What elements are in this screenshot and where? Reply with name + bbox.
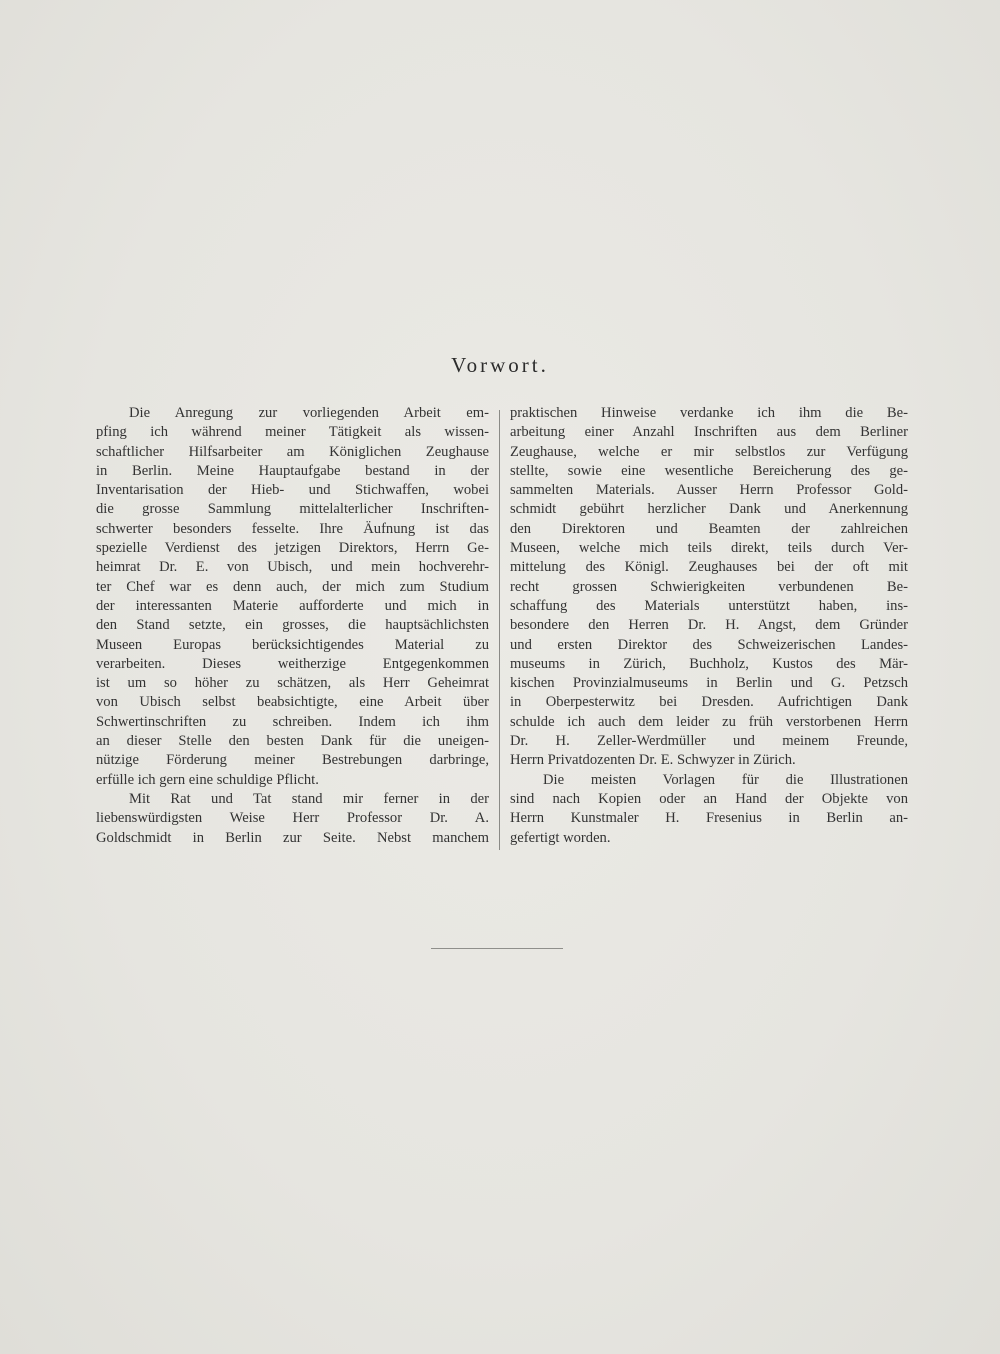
right-text-column — [510, 404, 908, 848]
text-line: Museen Europas berücksichtigendes Material zu — [96, 636, 489, 653]
text-line: schulde ich auch dem leider zu früh verstorbenen Herrn — [510, 713, 908, 730]
text-line: den Stand setzte, ein grosses, die hauptsächlichsten — [96, 617, 489, 634]
text-line: stellte, sowie eine wesentliche Bereicherung des ge- — [510, 462, 908, 479]
text-line: schaftlicher Hilfsarbeiter am Königlichen Zeughause — [96, 443, 489, 460]
text-line: Herrn Kunstmaler H. Fresenius in Berlin an- — [510, 810, 908, 827]
text-line: und ersten Direktor des Schweizerischen Landes- — [510, 636, 908, 653]
text-line: gefertigt worden. — [510, 829, 611, 846]
text-line: Museen, welche mich teils direkt, teils durch Ver- — [510, 540, 908, 557]
text-line: besondere den Herren Dr. H. Angst, dem Gründer — [510, 617, 908, 634]
text-line: Goldschmidt in Berlin zur Seite. Nebst manchem — [96, 829, 489, 846]
text-line: in Oberpesterwitz bei Dresden. Aufrichtigen Dank — [510, 694, 908, 711]
text-line: die grosse Sammlung mittelalterlicher Inschriften- — [96, 501, 489, 518]
text-line: schmidt gebührt herzlicher Dank und Anerkennung — [510, 501, 908, 518]
text-line: mittelung des Königl. Zeughauses bei der oft mit — [510, 559, 908, 576]
left-text-column — [96, 404, 489, 848]
text-line: Mit Rat und Tat stand mir ferner in der — [129, 790, 489, 807]
text-line: museums in Zürich, Buchholz, Kustos des Mär- — [510, 655, 908, 672]
text-line: Die Anregung zur vorliegenden Arbeit em- — [129, 405, 489, 421]
text-line: Schwertinschriften zu schreiben. Indem ich ihm — [96, 713, 489, 730]
text-line: arbeitung einer Anzahl Inschriften aus dem Berliner — [510, 424, 908, 441]
text-line: recht grossen Schwierigkeiten verbundenen Be- — [510, 578, 908, 595]
text-line: an dieser Stelle den besten Dank für die uneigen- — [96, 733, 489, 750]
text-line: Dr. H. Zeller-Werdmüller und meinem Freunde, — [510, 733, 908, 750]
text-line: von Ubisch selbst beabsichtigte, eine Arbeit über — [96, 694, 489, 711]
text-line: nützige Förderung meiner Bestrebungen darbringe, — [96, 752, 489, 769]
text-line: schaffung des Materials unterstützt haben, ins- — [510, 597, 908, 614]
text-line: liebenswürdigsten Weise Herr Professor Dr. A. — [96, 810, 489, 827]
page-title: Vorwort. — [451, 353, 549, 377]
closing-rule — [431, 948, 563, 949]
text-line: verarbeiten. Dieses weitherzige Entgegenkommen — [96, 655, 489, 672]
text-line: der interessanten Materie aufforderte und mich in — [96, 597, 489, 614]
text-line: pfing ich während meiner Tätigkeit als wissen- — [96, 424, 489, 441]
text-line: sammelten Materials. Ausser Herrn Professor Gold- — [510, 482, 908, 499]
text-line: ist um so höher zu schätzen, als Herr Geheimrat — [96, 675, 489, 692]
text-line: heimrat Dr. E. von Ubisch, und mein hochverehr- — [96, 559, 489, 576]
text-line: schwerter besonders fesselte. Ihre Äufnung ist das — [96, 520, 489, 537]
text-line: in Berlin. Meine Hauptaufgabe bestand in der — [96, 462, 489, 479]
text-line: Zeughause, welche er mir selbstlos zur Verfügung — [510, 443, 908, 460]
text-line: sind nach Kopien oder an Hand der Objekte von — [510, 790, 908, 807]
text-line: ter Chef war es denn auch, der mich zum Studium — [96, 578, 489, 595]
text-line: kischen Provinzialmuseums in Berlin und G. Petzsch — [510, 675, 908, 692]
text-line: Die meisten Vorlagen für die Illustrationen — [543, 771, 908, 788]
column-divider — [499, 410, 500, 850]
text-line: erfülle ich gern eine schuldige Pflicht. — [96, 771, 319, 788]
text-line: praktischen Hinweise verdanke ich ihm die Be- — [510, 405, 908, 421]
text-line: Herrn Privatdozenten Dr. E. Schwyzer in Zürich. — [510, 752, 796, 769]
text-line: Inventarisation der Hieb- und Stichwaffen, wobei — [96, 482, 489, 499]
text-line: den Direktoren und Beamten der zahlreichen — [510, 520, 908, 537]
text-line: spezielle Verdienst des jetzigen Direktors, Herrn Ge- — [96, 540, 489, 557]
